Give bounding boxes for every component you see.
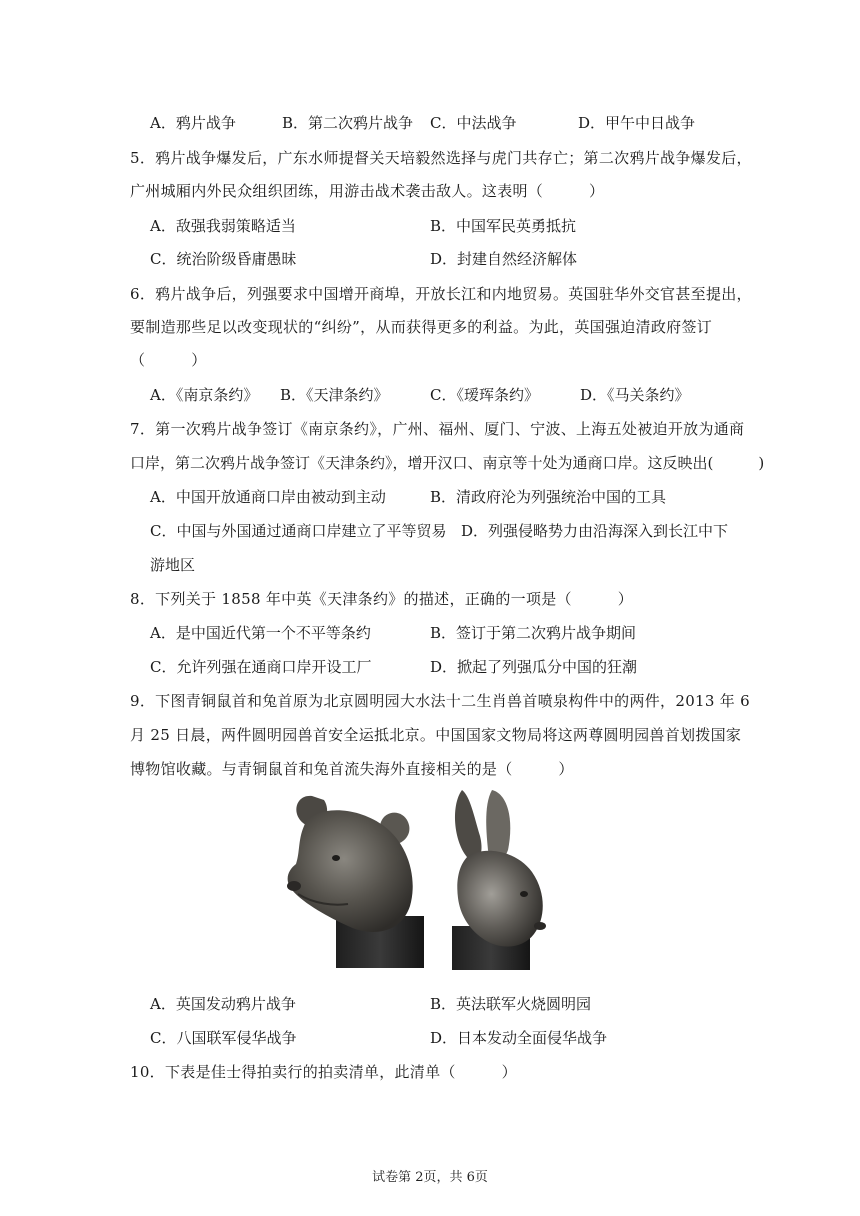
page-footer: 试卷第 2页，共 6页	[372, 1170, 488, 1185]
q9-option-b: B．英法联军火烧圆明园	[430, 995, 592, 1013]
q7-option-d-cont: 游地区	[150, 556, 196, 574]
q5-option-c: C．统治阶级昏庸愚昧	[150, 250, 297, 268]
q8-stem-line-1: 8．下列关于 1858 年中英《天津条约》的描述，正确的一项是（ ）	[130, 590, 634, 608]
q5-stem-line-2: 广州城厢内外民众组织团练，用游击战术袭击敌人。这表明（ ）	[130, 182, 605, 200]
rat-head	[287, 796, 424, 968]
q6-option-b: B．《天津条约》	[280, 386, 389, 404]
q7-option-a: A．中国开放通商口岸由被动到主动	[150, 488, 386, 506]
q8-option-b: B．签订于第二次鸦片战争期间	[430, 624, 637, 642]
q5-option-b: B．中国军民英勇抵抗	[430, 217, 577, 235]
q7-stem-line-2: 口岸，第二次鸦片战争签订《天津条约》，增开汉口、南京等十处为通商口岸。这反映出( )	[130, 454, 765, 472]
q4-option-b: B．第二次鸦片战争	[282, 114, 414, 132]
q6-stem-line-2: 要制造那些足以改变现状的“纠纷”，从而获得更多的利益。为此，英国强迫清政府签订	[130, 318, 713, 336]
q6-option-a: A．《南京条约》	[150, 386, 259, 404]
q6-option-d: D．《马关条约》	[580, 386, 690, 404]
q7-option-c: C．中国与外国通过通商口岸建立了平等贸易	[150, 522, 447, 540]
q5-option-d: D．封建自然经济解体	[430, 250, 578, 268]
q9-stem-line-3: 博物馆收藏。与青铜鼠首和兔首流失海外直接相关的是（ ）	[130, 760, 574, 778]
q5-stem-line-1: 5．鸦片战争爆发后，广东水师提督关天培毅然选择与虎门共存亡；第二次鸦片战争爆发后，	[130, 149, 752, 167]
q8-option-c: C．允许列强在通商口岸开设工厂	[150, 658, 372, 676]
q9-stem-line-2: 月 25 日晨，两件圆明园兽首安全运抵北京。中国国家文物局将这两尊圆明园兽首划拨国家	[130, 726, 742, 744]
q9-option-c: C．八国联军侵华战争	[150, 1029, 297, 1047]
q6-stem-line-1: 6．鸦片战争后，列强要求中国增开商埠，开放长江和内地贸易。英国驻华外交官甚至提出，	[130, 285, 752, 303]
q9-option-a: A．英国发动鸦片战争	[150, 995, 296, 1013]
q7-option-d: D．列强侵略势力由沿海深入到长江中下	[461, 522, 729, 540]
q4-option-d: D．甲午中日战争	[578, 114, 696, 132]
q7-option-b: B．清政府沦为列强统治中国的工具	[430, 488, 667, 506]
q4-option-c: C．中法战争	[430, 114, 517, 132]
q9-option-d: D．日本发动全面侵华战争	[430, 1029, 608, 1047]
q4-option-a: A．鸦片战争	[150, 114, 236, 132]
q7-stem-line-1: 7．第一次鸦片战争签订《南京条约》，广州、福州、厦门、宁波、上海五处被迫开放为通商	[130, 420, 745, 438]
bronze-heads-illustration	[284, 786, 576, 974]
q9-stem-line-1: 9．下图青铜鼠首和兔首原为北京圆明园大水法十二生肖兽首喷泉构件中的两件，2013 年 6	[130, 692, 751, 710]
q5-option-a: A．敌强我弱策略适当	[150, 217, 296, 235]
q8-option-a: A．是中国近代第一个不平等条约	[150, 624, 371, 642]
q6-stem-line-3: （ ）	[130, 351, 207, 369]
q10-stem-line-1: 10．下表是佳士得拍卖行的拍卖清单，此清单（ ）	[130, 1063, 517, 1081]
rabbit-head	[452, 790, 546, 970]
q8-option-d: D．掀起了列强瓜分中国的狂潮	[430, 658, 638, 676]
q6-option-c: C．《瑷珲条约》	[430, 386, 539, 404]
bronze-heads-photo	[284, 786, 576, 974]
